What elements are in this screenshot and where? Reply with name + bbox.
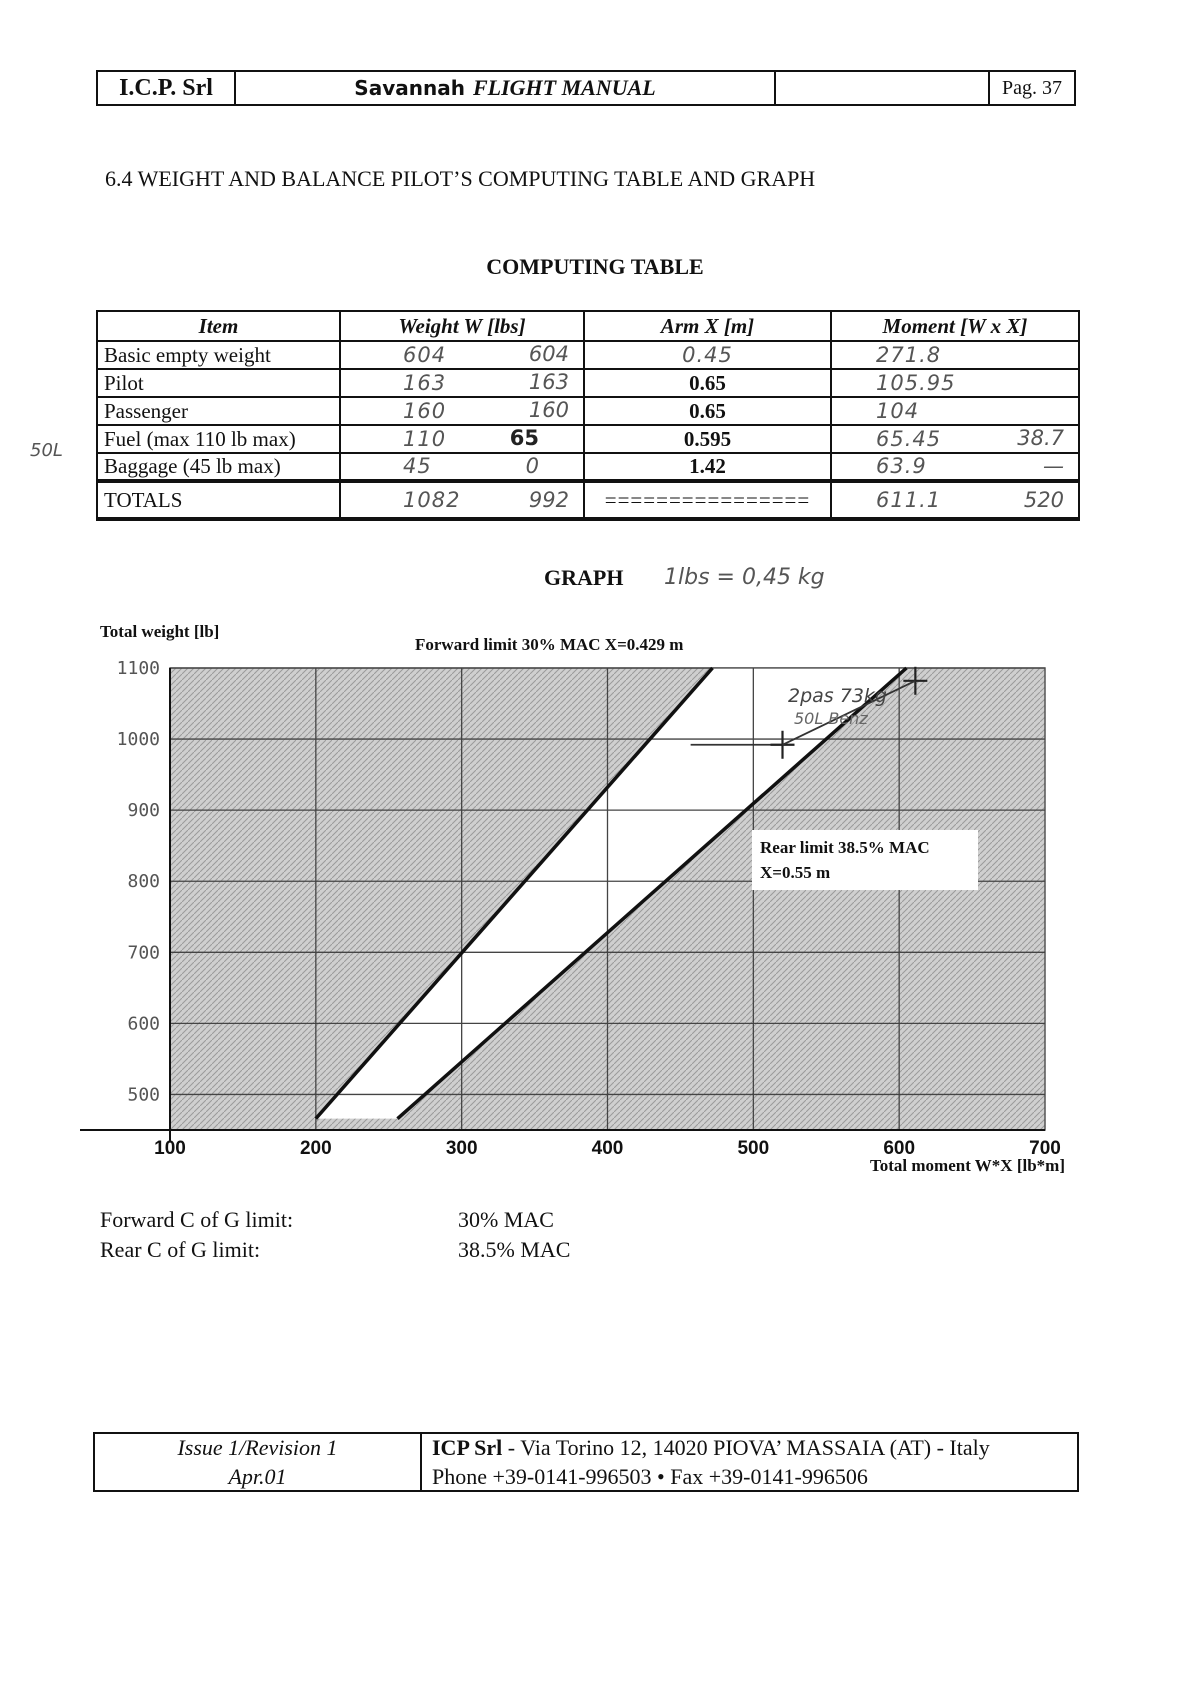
page-header xyxy=(96,70,1076,106)
forward-limit-value: 30% MAC xyxy=(458,1207,554,1232)
weight-total-cell xyxy=(340,481,584,519)
section-title: 6.4 WEIGHT AND BALANCE PILOT’S COMPUTING TABLE AND GRAPH xyxy=(105,166,816,191)
item-cell: Pilot xyxy=(97,369,340,397)
moment-cell xyxy=(831,425,1079,453)
arm-value: 0.45 xyxy=(682,342,733,367)
footer-company: ICP Srl xyxy=(432,1435,503,1460)
moment-total-2: 520 xyxy=(1023,488,1064,512)
y-axis-label: Total weight [lb] xyxy=(100,622,220,641)
moment-value: 105.95 xyxy=(876,370,956,395)
moment-total-cell xyxy=(831,481,1079,519)
totals-label: TOTALS xyxy=(97,481,340,519)
cg-limits xyxy=(100,1205,571,1265)
table-header-row xyxy=(97,311,1079,341)
weight-cell xyxy=(340,369,584,397)
x-tick-label: 100 xyxy=(154,1138,186,1159)
computing-table xyxy=(96,310,1080,521)
manual-name: FLIGHT MANUAL xyxy=(472,75,656,100)
moment-value-2: 38.7 xyxy=(1017,426,1064,450)
weight-value-2: 163 xyxy=(528,370,569,394)
computing-table-title: COMPUTING TABLE xyxy=(486,254,704,279)
weight-value: 604 xyxy=(403,342,447,367)
y-tick-label: 1100 xyxy=(116,658,160,679)
graph-label: GRAPH xyxy=(544,565,624,590)
handwritten-note: 50L Benz xyxy=(794,709,868,728)
moment-value-2: — xyxy=(1043,454,1064,478)
table-row xyxy=(97,341,1079,369)
col-header-moment: Moment [W x X] xyxy=(831,311,1079,341)
header-blank-cell xyxy=(776,72,990,104)
y-tick-label: 700 xyxy=(127,942,160,964)
forward-limit-label: Forward C of G limit: xyxy=(100,1207,294,1232)
brand-name: Savannah xyxy=(354,76,465,100)
arm-cell xyxy=(584,341,831,369)
revision-date: Apr.01 xyxy=(228,1464,287,1489)
weight-total: 1082 xyxy=(403,487,461,512)
weight-value-2: 0 xyxy=(525,454,539,478)
moment-cell xyxy=(831,397,1079,425)
arm-cell: 0.595 xyxy=(584,425,831,453)
table-row xyxy=(97,425,1079,453)
weight-balance-chart xyxy=(80,620,1080,1180)
moment-cell xyxy=(831,369,1079,397)
x-tick-label: 400 xyxy=(591,1138,624,1159)
arm-cell: 0.65 xyxy=(584,369,831,397)
weight-cell xyxy=(340,397,584,425)
company-name: I.C.P. Srl xyxy=(98,72,236,104)
x-tick-label: 300 xyxy=(445,1138,478,1159)
x-tick-label: 600 xyxy=(883,1138,916,1159)
page-footer xyxy=(93,1432,1079,1492)
weight-value-2: 604 xyxy=(528,342,569,366)
col-header-arm: Arm X [m] xyxy=(584,311,831,341)
weight-value-2: 65 xyxy=(509,426,539,450)
x-tick-label: 500 xyxy=(737,1138,770,1159)
plot-area xyxy=(80,635,1065,1175)
arm-cell: 0.65 xyxy=(584,397,831,425)
revision-info xyxy=(95,1434,422,1490)
moment-cell xyxy=(831,453,1079,481)
item-cell: Basic empty weight xyxy=(97,341,340,369)
handwritten-note: 2pas 73kg xyxy=(788,685,887,707)
rear-limit-label: Rear C of G limit: xyxy=(100,1237,261,1262)
x-axis-label: Total moment W*X [lb*m] xyxy=(869,1156,1065,1175)
weight-value: 110 xyxy=(403,426,447,451)
margin-note: 50L xyxy=(30,440,63,461)
moment-total: 611.1 xyxy=(876,487,942,512)
moment-value: 63.9 xyxy=(876,454,927,478)
moment-cell xyxy=(831,341,1079,369)
forward-limit-row xyxy=(100,1205,554,1235)
col-header-item: Item xyxy=(97,311,340,341)
y-tick-label: 500 xyxy=(127,1084,160,1106)
rear-limit-label-2: X=0.55 m xyxy=(760,863,831,882)
rear-limit-label: Rear limit 38.5% MAC xyxy=(760,838,930,857)
y-tick-label: 600 xyxy=(127,1013,160,1035)
weight-cell xyxy=(340,453,584,481)
item-cell: Baggage (45 lb max) xyxy=(97,453,340,481)
weight-cell xyxy=(340,425,584,453)
table-row xyxy=(97,369,1079,397)
arm-cell: 1.42 xyxy=(584,453,831,481)
moment-value: 104 xyxy=(876,398,920,423)
moment-value: 65.45 xyxy=(876,426,942,451)
arm-total-cell: ================ xyxy=(584,481,831,519)
y-tick-label: 800 xyxy=(127,871,160,893)
x-tick-label: 700 xyxy=(1029,1138,1061,1159)
y-tick-label: 900 xyxy=(127,800,160,822)
col-header-weight: Weight W [lbs] xyxy=(340,311,584,341)
item-cell: Fuel (max 110 lb max) xyxy=(97,425,340,453)
totals-row xyxy=(97,481,1079,519)
page-number: Pag. 37 xyxy=(1002,76,1062,99)
rear-limit-value: 38.5% MAC xyxy=(458,1237,571,1262)
x-tick-label: 200 xyxy=(299,1138,332,1159)
weight-value: 160 xyxy=(403,398,447,423)
rear-limit-row xyxy=(100,1235,571,1265)
footer-phone: Phone +39-0141-996503 • Fax +39-0141-996506 xyxy=(432,1464,868,1489)
company-address-line xyxy=(432,1433,1077,1462)
table-row xyxy=(97,397,1079,425)
weight-value-2: 160 xyxy=(528,398,569,422)
footer-address: - Via Torino 12, 14020 PIOVA’ MASSAIA (AT) - Italy xyxy=(502,1435,990,1460)
company-contact xyxy=(422,1434,1077,1490)
weight-value: 45 xyxy=(403,454,432,478)
moment-value: 271.8 xyxy=(876,342,942,367)
y-tick-label: 1000 xyxy=(116,729,160,751)
table-row xyxy=(97,453,1079,481)
manual-title xyxy=(236,72,776,104)
conversion-note: 1lbs = 0,45 kg xyxy=(664,565,825,590)
weight-cell xyxy=(340,341,584,369)
issue-revision: Issue 1/Revision 1 xyxy=(177,1435,338,1460)
forward-limit-label: Forward limit 30% MAC X=0.429 m xyxy=(415,635,684,654)
weight-value: 163 xyxy=(403,370,447,395)
item-cell: Passenger xyxy=(97,397,340,425)
weight-total-2: 992 xyxy=(528,488,569,512)
